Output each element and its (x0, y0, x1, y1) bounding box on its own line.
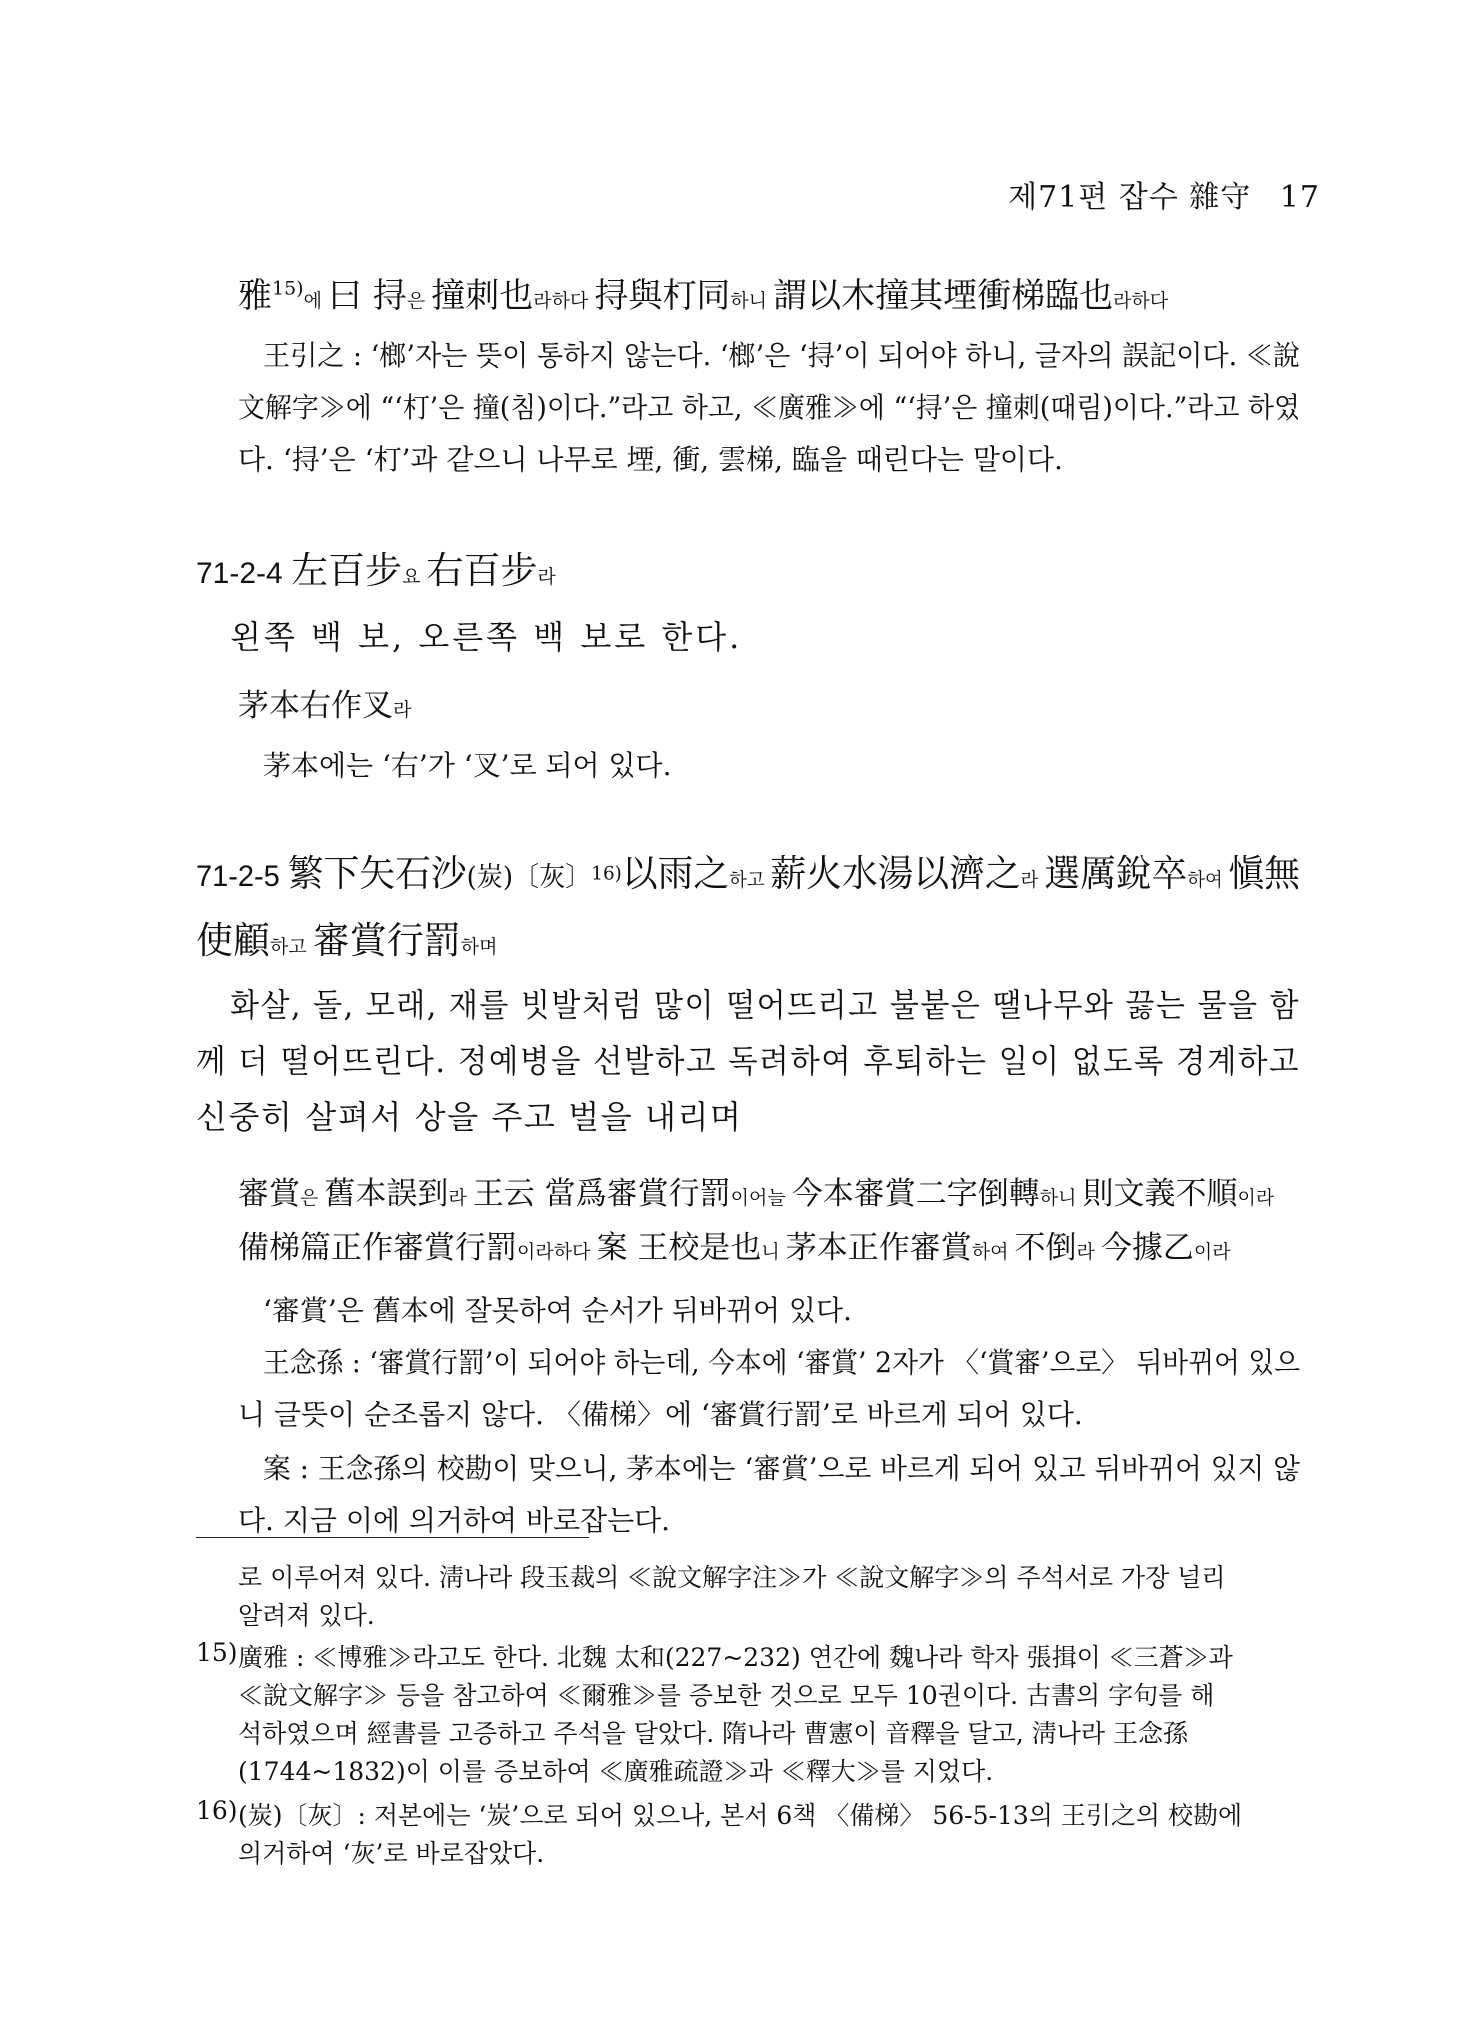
commentary-line: ‘審賞’은 舊本에 잘못하여 순서가 뒤바뀌어 있다. (263, 1294, 852, 1327)
commentary-line: 다. ‘挦’은 ‘朾’과 같으니 나무로 堙, 衝, 雲梯, 臨을 때린다는 말이다. (238, 443, 1063, 476)
footnote-15-line: 廣雅 : ≪博雅≫라고도 한다. 北魏 太和(227~232) 연간에 魏나라 학자 張揖이 ≪三蒼≫과 (238, 1643, 1233, 1672)
footnote-15-line: ≪說文解字≫ 등을 참고하여 ≪爾雅≫를 증보한 것으로 모두 10권이다. 古書의 字句를 해 (238, 1681, 1215, 1710)
translation-line: 신중히 살펴서 상을 주고 벌을 내리며 (196, 1098, 743, 1136)
footnote-separator (196, 1537, 589, 1538)
page-number: 17 (1279, 180, 1320, 215)
commentary-line: 니 글뜻이 순조롭지 않다. 〈備梯〉에 ‘審賞行罰’로 바르게 되어 있다. (238, 1398, 1083, 1431)
running-title: 제71편 잡수 雜守 (1008, 180, 1252, 215)
commentary-line: 茅本에는 ‘右’가 ‘叉’로 되어 있다. (263, 749, 672, 782)
footnote-15-marker: 15) (196, 1638, 238, 1667)
section-heading-71-2-5-cont: 使顧하고 審賞行罰하며 (196, 919, 498, 962)
commentary-line: 다. 지금 이에 의거하여 바로잡는다. (238, 1504, 671, 1537)
footnote-16-line: 의거하여 ‘灰’로 바로잡았다. (238, 1839, 545, 1868)
commentary-line: 王引之 : ‘榔’자는 뜻이 통하지 않는다. ‘榔’은 ‘挦’이 되어야 하니, 글자의 誤記이다. ≪說 (263, 339, 1301, 372)
original-commentary-line: 審賞은 舊本誤到라 王云 當爲審賞行罰이어늘 今本審賞二字倒轉하니 則文義不順이라 (238, 1176, 1275, 1212)
footnote-15-line: 석하였으며 經書를 고증하고 주석을 달았다. 隋나라 曹憲이 音釋을 달고, 淸나라 王念孫 (238, 1719, 1188, 1748)
translation-line: 왼쪽 백 보, 오른쪽 백 보로 한다. (230, 618, 743, 656)
section-number: 71-2-4 (196, 557, 292, 590)
commentary-line: 王念孫 : ‘審賞行罰’이 되어야 하는데, 今本에 ‘審賞’ 2자가 〈‘賞審’으로〉 뒤바뀌어 있으 (263, 1346, 1301, 1379)
original-commentary-line: 備梯篇正作審賞行罰이라하다 案 王校是也니 茅本正作審賞하여 不倒라 今據乙이라 (238, 1230, 1231, 1266)
running-header (1008, 172, 1320, 216)
section-number: 71-2-5 (196, 860, 288, 893)
footnote-15-line: (1744~1832)이 이를 증보하여 ≪廣雅疏證≫과 ≪釋大≫를 지었다. (238, 1757, 994, 1786)
section-heading-71-2-4: 71-2-4 左百步요 右百步라 (196, 549, 556, 592)
footnote-16-marker: 16) (196, 1796, 238, 1825)
commentary-line: 案 : 王念孫의 校勘이 맞으니, 茅本에는 ‘審賞’으로 바르게 되어 있고 뒤바뀌어 있지 않 (263, 1452, 1301, 1485)
original-text-line: 雅$^{15)}$에 曰 挦은 撞刺也라하다 挦與朾同하니 謂以木撞其堙衝梯臨也라하다 (238, 276, 1169, 316)
footnote-ref-16[interactable]: 16) (591, 862, 622, 885)
translation-line: 께 더 떨어뜨린다. 정예병을 선발하고 독려하여 후퇴하는 일이 없도록 경계하고 (196, 1042, 1301, 1080)
variant-text: 茅本右作叉라 (238, 688, 412, 724)
section-heading-71-2-5: 71-2-5 繁下矢石沙(炭)〔灰〕$^{16)}$以雨之하고 薪火水湯以濟之라 選厲銳卒하여 愼無 (196, 852, 1301, 895)
translation-line: 화살, 돌, 모래, 재를 빗발처럼 많이 떨어뜨리고 불붙은 땔나무와 끓는 물을 함 (230, 986, 1301, 1024)
commentary-line: 文解字≫에 “‘朾’은 撞(침)이다.”라고 하고, ≪廣雅≫에 “‘挦’은 撞刺(때림)이다.”라고 하였 (238, 391, 1300, 424)
footnote-16-line: (炭)〔灰〕: 저본에는 ‘炭’으로 되어 있으나, 본서 6책 〈備梯〉 56-5-13의 王引之의 校勘에 (238, 1801, 1243, 1830)
footnote-line: 알려져 있다. (238, 1601, 375, 1630)
footnote-line: 로 이루어져 있다. 淸나라 段玉裁의 ≪說文解字注≫가 ≪說文解字≫의 주석서로 가장 널리 (238, 1563, 1226, 1592)
footnote-ref-15[interactable]: 15) (272, 277, 304, 300)
